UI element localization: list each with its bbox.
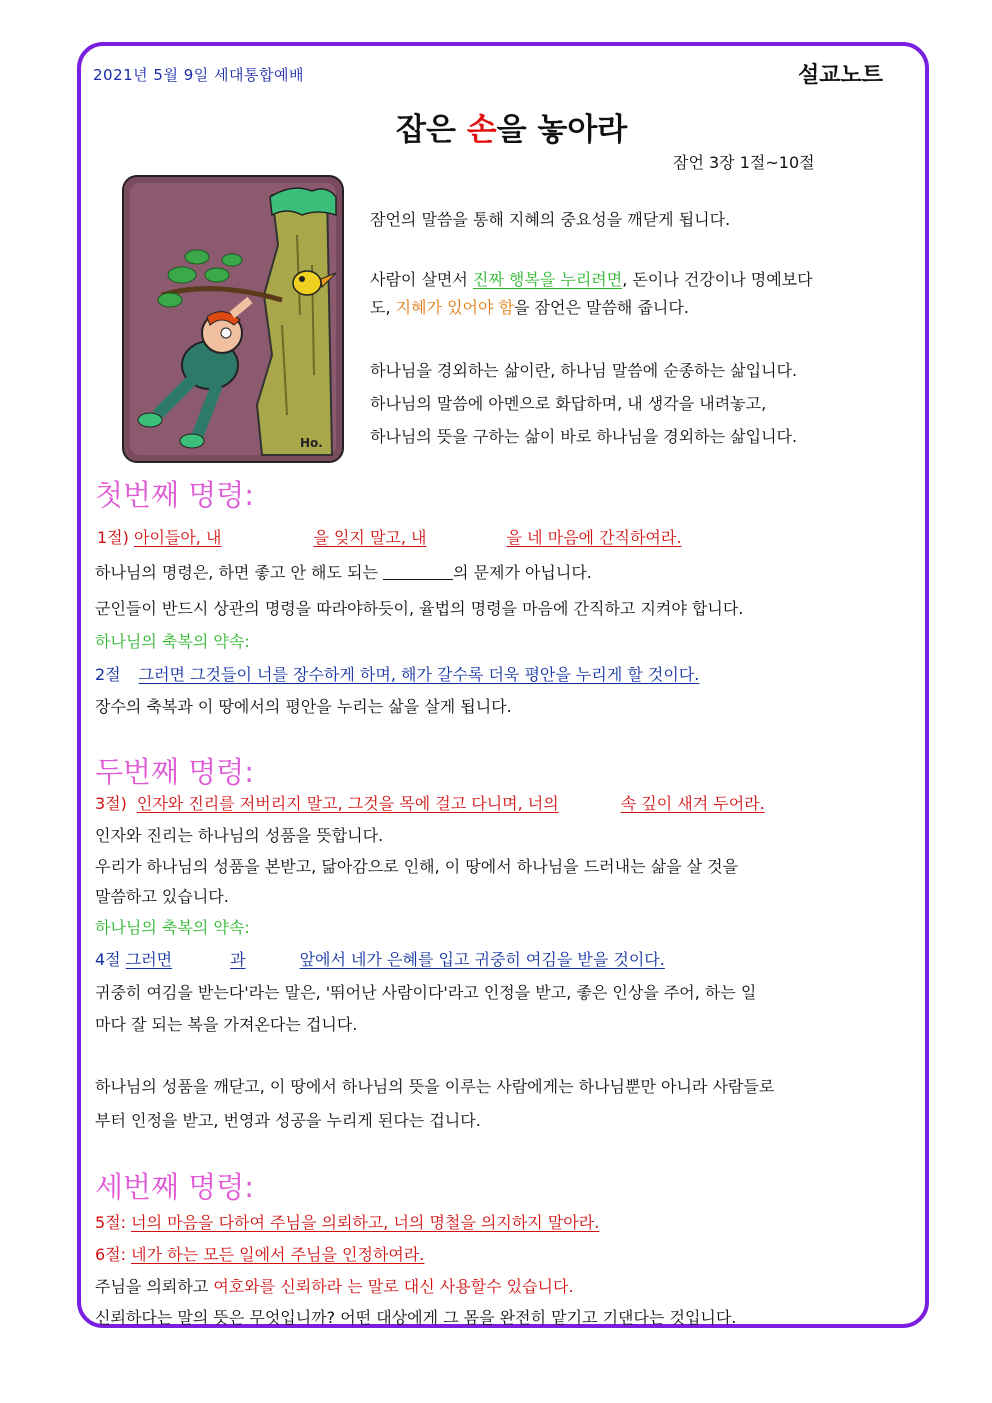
intro-text-b: , 돈이나 건강이나 명예보다 bbox=[622, 270, 813, 289]
section1-line-2: 군인들이 반드시 상관의 명령을 따라야하듯이, 율법의 명령을 마음에 간직하고 지켜야 합니다. bbox=[95, 599, 744, 618]
intro-text-a: 사람이 살면서 bbox=[370, 270, 473, 289]
intro-line-6: 하나님의 뜻을 구하는 삶이 바로 하나님을 경외하는 삶입니다. bbox=[370, 427, 798, 446]
section1-verse-c: 을 네 마음에 간직하여라. bbox=[506, 528, 682, 547]
section3-heading: 세번째 명령: bbox=[95, 1170, 255, 1204]
section2-line-4: 귀중히 여김을 받는다'라는 말은, '뛰어난 사람이다'라고 인정을 받고, 좋은 인상을 주어, 하는 일 bbox=[95, 983, 757, 1002]
section3-verse6 bbox=[95, 1244, 424, 1266]
scripture-reference: 잠언 3장 1절~10절 bbox=[673, 153, 815, 172]
section2-promise-b: 과 bbox=[230, 950, 246, 969]
section1-verse-a: 아이들아, 내 bbox=[133, 528, 222, 547]
section2-heading: 두번째 명령: bbox=[95, 755, 255, 789]
section3-verse5 bbox=[95, 1212, 599, 1234]
section2-verse-text bbox=[137, 794, 765, 813]
intro-line-3 bbox=[370, 297, 689, 319]
section2-verse-no: 3절) bbox=[95, 794, 127, 813]
section3-line-1a: 주님을 의뢰하고 bbox=[95, 1277, 214, 1296]
sermon-title bbox=[396, 104, 627, 149]
sermon-note-label: 설교노트 bbox=[798, 63, 884, 88]
intro-orange-highlight: 지혜가 있어야 함 bbox=[395, 298, 515, 317]
section3-line-1-red: 여호와를 신뢰하라 는 말로 대신 사용할수 있습니다. bbox=[213, 1277, 574, 1296]
section2-line-7: 부터 인정을 받고, 번영과 성공을 누리게 된다는 겁니다. bbox=[95, 1111, 481, 1130]
section1-verse-text bbox=[134, 528, 681, 547]
section3-line-1 bbox=[95, 1276, 574, 1298]
intro-line-1: 잠언의 말씀을 통해 지혜의 중요성을 깨닫게 됩니다. bbox=[370, 210, 731, 229]
section2-line-2: 우리가 하나님의 성품을 본받고, 닮아감으로 인해, 이 땅에서 하나님을 드러내는 삶을 살 것을 bbox=[95, 857, 739, 876]
section2-promise bbox=[95, 949, 665, 971]
title-part1: 잡은 bbox=[396, 112, 467, 148]
service-date: 2021년 5월 9일 세대통합예배 bbox=[93, 66, 304, 84]
verse6-text: 네가 하는 모든 일에서 주님을 인정하여라. bbox=[131, 1245, 425, 1264]
section1-verse-b: 을 잊지 말고, 내 bbox=[313, 528, 427, 547]
section1-verse-no: 1절) bbox=[97, 528, 129, 547]
section1-heading: 첫번째 명령: bbox=[95, 478, 255, 512]
section2-verse-a: 인자와 진리를 저버리지 말고, 그것을 목에 걸고 다니며, 너의 bbox=[136, 794, 559, 813]
section1-line-1 bbox=[95, 562, 592, 584]
climbing-man-illustration bbox=[122, 175, 344, 463]
section1-promise-label: 하나님의 축복의 약속: bbox=[95, 632, 250, 651]
intro-green-highlight: 진짜 행복을 누리려면 bbox=[472, 270, 623, 289]
section2-promise-label: 하나님의 축복의 약속: bbox=[95, 918, 250, 937]
section2-line-5: 마다 잘 되는 복을 가져온다는 겁니다. bbox=[95, 1015, 358, 1034]
intro-line-5: 하나님의 말씀에 아멘으로 화답하며, 내 생각을 내려놓고, bbox=[370, 394, 767, 413]
section2-line-3: 말씀하고 있습니다. bbox=[95, 887, 229, 906]
verse6-no: 6절: bbox=[95, 1245, 127, 1264]
section1-promise-no: 2절 bbox=[95, 665, 121, 684]
section3-line-2: 신뢰하다는 말의 뜻은 무엇입니까? 어떤 대상에게 그 몸을 완전히 맡기고 기댄다는 것입니다. bbox=[95, 1308, 737, 1327]
section1-verse bbox=[97, 527, 681, 549]
section1-promise bbox=[95, 664, 699, 686]
section1-line-3: 장수의 축복과 이 땅에서의 평안을 누리는 삶을 살게 됩니다. bbox=[95, 697, 512, 716]
verse5-no: 5절: bbox=[95, 1213, 127, 1232]
title-part2: 을 놓아라 bbox=[496, 112, 628, 148]
section2-line-1: 인자와 진리는 하나님의 성품을 뜻합니다. bbox=[95, 826, 384, 845]
intro-line-4: 하나님을 경외하는 삶이란, 하나님 말씀에 순종하는 삶입니다. bbox=[370, 361, 798, 380]
section2-promise-c: 앞에서 네가 은혜를 입고 귀중히 여김을 받을 것이다. bbox=[299, 950, 665, 969]
verse5-text: 너의 마음을 다하여 주님을 의뢰하고, 너의 명철을 의지하지 말아라. bbox=[131, 1213, 600, 1232]
section2-promise-text bbox=[126, 950, 665, 969]
section2-promise-a: 그러면 bbox=[125, 950, 173, 969]
section1-line-1b: 의 문제가 아닙니다. bbox=[452, 563, 592, 582]
section2-line-6: 하나님의 성품을 깨닫고, 이 땅에서 하나님의 뜻을 이루는 사람에게는 하나님뿐만 아니라 사람들로 bbox=[95, 1077, 775, 1096]
intro-line-2 bbox=[370, 269, 813, 291]
section2-verse bbox=[95, 793, 765, 815]
illustration-signature: Ho. bbox=[300, 436, 323, 450]
intro-text-d: 을 잠언은 말씀해 줍니다. bbox=[514, 298, 689, 317]
section2-promise-no: 4절 bbox=[95, 950, 121, 969]
title-highlight: 손 bbox=[466, 112, 497, 148]
fill-blank bbox=[383, 563, 453, 580]
section2-verse-b: 속 깊이 새겨 두어라. bbox=[620, 794, 765, 813]
section1-promise-verse: 그러면 그것들이 너를 장수하게 하며, 해가 갈수록 더욱 평안을 누리게 할 것이다. bbox=[138, 665, 700, 684]
section1-line-1a: 하나님의 명령은, 하면 좋고 안 해도 되는 bbox=[95, 563, 383, 582]
intro-text-c: 도, bbox=[370, 298, 396, 317]
